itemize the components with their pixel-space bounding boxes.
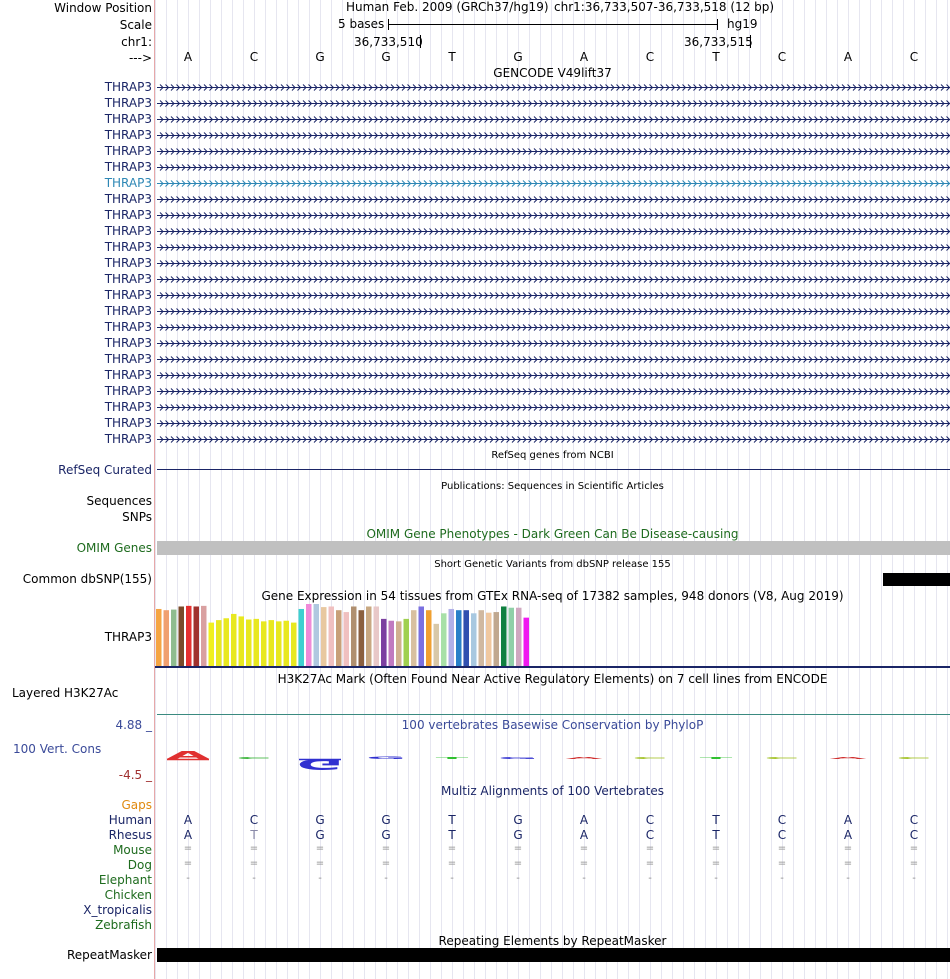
- gtex-bar: [381, 619, 387, 666]
- gencode-gene-label[interactable]: THRAP3: [104, 384, 152, 398]
- gencode-gene-label[interactable]: THRAP3: [104, 176, 152, 190]
- alignment-base: A: [843, 813, 853, 827]
- alignment-base: -: [912, 873, 916, 884]
- alignment-base: -: [714, 873, 718, 884]
- alignment-base: -: [516, 873, 520, 884]
- dbsnp-variant: [883, 573, 950, 586]
- conservation-letter: C: [236, 756, 272, 760]
- alignment-base: G: [315, 828, 325, 842]
- alignment-base: =: [381, 858, 391, 869]
- gtex-bar: [194, 606, 200, 666]
- gtex-bar: [261, 621, 267, 666]
- alignment-base: T: [250, 828, 258, 842]
- gtex-bar: [254, 619, 260, 666]
- gencode-gene-label[interactable]: THRAP3: [104, 112, 152, 126]
- alignment-base: C: [645, 828, 655, 842]
- gtex-bar: [494, 612, 500, 666]
- alignment-base: =: [711, 843, 721, 854]
- gtex-bar: [479, 610, 485, 666]
- gtex-bar: [306, 604, 312, 666]
- gtex-track-label[interactable]: THRAP3: [104, 630, 152, 644]
- conservation-letter: T: [435, 756, 469, 760]
- gtex-bar: [276, 621, 282, 666]
- dbsnp-track-title: Short Genetic Variants from dbSNP release 155: [434, 559, 671, 570]
- conservation-track-title: 100 vertebrates Basewise Conservation by PhyloP: [401, 718, 704, 732]
- alignment-base: C: [777, 813, 787, 827]
- species-label[interactable]: Elephant: [98, 873, 152, 887]
- gtex-bar: [284, 621, 290, 666]
- gencode-gene-label[interactable]: THRAP3: [104, 416, 152, 430]
- gencode-gene-label[interactable]: THRAP3: [104, 128, 152, 142]
- h3k27ac-track-title: H3K27Ac Mark (Often Found Near Active Regulatory Elements) on 7 cell lines from ENCODE: [277, 672, 828, 686]
- gtex-bar: [419, 606, 425, 666]
- conservation-letter: G: [498, 756, 538, 760]
- species-label[interactable]: Rhesus: [108, 828, 152, 842]
- alignment-base: =: [843, 858, 853, 869]
- strand-label: --->: [128, 51, 152, 65]
- alignment-base: =: [843, 843, 853, 854]
- alignment-base: -: [384, 873, 388, 884]
- alignment-base: =: [249, 843, 259, 854]
- scale-db: hg19: [727, 17, 758, 31]
- alignment-base: -: [846, 873, 850, 884]
- base-letter: C: [777, 50, 787, 64]
- alignment-base: C: [645, 813, 655, 827]
- base-letter: C: [909, 50, 919, 64]
- alignment-base: T: [448, 828, 456, 842]
- alignment-base: C: [909, 813, 919, 827]
- species-label[interactable]: X_tropicalis: [83, 903, 152, 917]
- gtex-bar: [396, 621, 402, 666]
- publications-track-title: Publications: Sequences in Scientific Articles: [441, 481, 664, 492]
- alignment-base: =: [315, 843, 325, 854]
- gencode-gene-label[interactable]: THRAP3: [104, 304, 152, 318]
- alignment-base: =: [909, 858, 919, 869]
- alignment-base: =: [513, 843, 523, 854]
- gencode-gene-label[interactable]: THRAP3: [104, 336, 152, 350]
- conservation-letter: C: [764, 756, 800, 760]
- omim-track-label[interactable]: OMIM Genes: [76, 541, 152, 555]
- gencode-gene-label[interactable]: THRAP3: [104, 224, 152, 238]
- alignment-base: A: [579, 813, 589, 827]
- base-letter: G: [381, 50, 391, 64]
- gtex-bar: [449, 609, 455, 666]
- gtex-bar: [336, 610, 342, 666]
- gtex-bar: [179, 606, 185, 666]
- gencode-gene-label[interactable]: THRAP3: [104, 320, 152, 334]
- base-letter: A: [843, 50, 853, 64]
- alignment-base: T: [712, 828, 720, 842]
- chrom-label: chr1:: [121, 35, 152, 49]
- alignment-base: -: [648, 873, 652, 884]
- gtex-bar: [486, 613, 492, 666]
- gencode-gene-label[interactable]: THRAP3: [104, 192, 152, 206]
- scale-label: Scale: [119, 18, 152, 32]
- coordinate-label-1: 36,733,510: [354, 35, 423, 49]
- alignment-base: =: [579, 858, 589, 869]
- gtex-bar: [516, 608, 522, 666]
- gtex-bar: [186, 606, 192, 666]
- assembly-title: Human Feb. 2009 (GRCh37/hg19): [346, 0, 549, 14]
- region-position: chr1:36,733,507-36,733,518 (12 bp): [554, 0, 775, 14]
- scale-text: 5 bases: [338, 17, 385, 31]
- gencode-gene-label[interactable]: THRAP3: [104, 432, 152, 446]
- gtex-bar: [344, 612, 350, 666]
- base-letter: A: [183, 50, 193, 64]
- alignment-base: -: [450, 873, 454, 884]
- gaps-label: Gaps: [121, 798, 152, 812]
- gencode-gene-label[interactable]: THRAP3: [104, 272, 152, 286]
- alignment-base: G: [315, 813, 325, 827]
- alignment-base: T: [448, 813, 456, 827]
- alignment-base: A: [579, 828, 589, 842]
- conservation-letter: T: [699, 756, 733, 760]
- conservation-letter: A: [166, 749, 210, 762]
- sequences-track-label[interactable]: Sequences: [86, 494, 152, 508]
- alignment-base: C: [249, 813, 259, 827]
- gtex-bar: [464, 610, 470, 666]
- omim-track-title: OMIM Gene Phenotypes - Dark Green Can Be Disease-causing: [366, 527, 739, 541]
- alignment-base: -: [186, 873, 190, 884]
- conservation-letter: A: [565, 756, 603, 760]
- alignment-base: =: [645, 858, 655, 869]
- gtex-bar: [164, 610, 170, 666]
- gtex-bar: [291, 623, 297, 666]
- refseq-track-title: RefSeq genes from NCBI: [491, 450, 614, 461]
- alignment-base: =: [909, 843, 919, 854]
- alignment-base: C: [777, 828, 787, 842]
- gtex-bar: [366, 606, 372, 666]
- gtex-bar: [404, 619, 410, 666]
- gtex-bar: [299, 609, 305, 666]
- gencode-gene-label[interactable]: THRAP3: [104, 256, 152, 270]
- gtex-bar: [456, 610, 462, 666]
- gencode-gene-label[interactable]: THRAP3: [104, 368, 152, 382]
- gtex-bar: [524, 618, 530, 666]
- alignment-base: A: [843, 828, 853, 842]
- base-letter: T: [712, 50, 720, 64]
- gtex-bar: [321, 607, 327, 666]
- conservation-letter: C: [896, 756, 932, 760]
- alignment-base: =: [447, 858, 457, 869]
- gtex-bar: [359, 610, 365, 666]
- gtex-bar: [171, 610, 177, 666]
- base-letter: C: [249, 50, 259, 64]
- conservation-letter: A: [829, 756, 867, 760]
- dbsnp-track-label[interactable]: Common dbSNP(155): [22, 572, 152, 586]
- gtex-bar: [411, 610, 417, 666]
- gtex-bar: [501, 606, 507, 666]
- alignment-base: G: [513, 828, 523, 842]
- gtex-bar: [426, 610, 432, 666]
- gencode-gene-label[interactable]: THRAP3: [104, 160, 152, 174]
- base-letter: C: [645, 50, 655, 64]
- gencode-gene-label[interactable]: THRAP3: [104, 240, 152, 254]
- gtex-bar: [329, 606, 335, 666]
- gencode-gene-label[interactable]: THRAP3: [104, 352, 152, 366]
- omim-bar: [157, 541, 950, 555]
- gtex-bar: [389, 621, 395, 666]
- base-letter: T: [448, 50, 456, 64]
- alignment-base: -: [252, 873, 256, 884]
- gtex-bar: [201, 606, 207, 666]
- alignment-base: -: [318, 873, 322, 884]
- alignment-base: T: [712, 813, 720, 827]
- window-position-label: Window Position: [54, 1, 152, 15]
- species-label[interactable]: Dog: [127, 858, 152, 872]
- alignment-base: =: [447, 843, 457, 854]
- gtex-bar: [434, 624, 440, 666]
- gtex-bar: [269, 620, 275, 666]
- gencode-gene-label[interactable]: THRAP3: [104, 96, 152, 110]
- alignment-base: A: [183, 813, 193, 827]
- coordinate-label-2: 36,733,515: [684, 35, 753, 49]
- gencode-gene-label[interactable]: THRAP3: [104, 400, 152, 414]
- refseq-track-label[interactable]: RefSeq Curated: [58, 463, 152, 477]
- alignment-base: =: [579, 843, 589, 854]
- alignment-base: =: [711, 858, 721, 869]
- conservation-max-label: 4.88 _: [115, 718, 152, 732]
- conservation-track-label[interactable]: 100 Vert. Cons: [13, 742, 102, 756]
- gtex-bar: [224, 618, 230, 666]
- alignment-base: G: [381, 813, 391, 827]
- gtex-bar: [374, 606, 380, 666]
- gtex-bar: [471, 613, 477, 666]
- gtex-bar: [156, 609, 162, 666]
- alignment-base: =: [777, 843, 787, 854]
- repeatmasker-track-label[interactable]: RepeatMasker: [66, 948, 152, 962]
- alignment-base: -: [582, 873, 586, 884]
- conservation-letter: G: [297, 755, 343, 773]
- conservation-min-label: -4.5 _: [118, 768, 152, 782]
- alignment-base: A: [183, 828, 193, 842]
- gtex-bar: [246, 620, 252, 667]
- alignment-base: =: [645, 843, 655, 854]
- gtex-bar: [231, 614, 237, 666]
- gencode-gene-label[interactable]: THRAP3: [104, 144, 152, 158]
- alignment-base: G: [381, 828, 391, 842]
- species-label[interactable]: Human: [108, 813, 152, 827]
- gtex-bar: [209, 623, 215, 666]
- alignment-base: =: [381, 843, 391, 854]
- snps-track-label[interactable]: SNPs: [122, 510, 152, 524]
- alignment-base: G: [513, 813, 523, 827]
- conservation-letter: G: [366, 755, 406, 760]
- alignment-base: -: [780, 873, 784, 884]
- multiz-track-title: Multiz Alignments of 100 Vertebrates: [440, 784, 665, 798]
- gtex-bar: [216, 620, 222, 666]
- h3k27ac-track-label[interactable]: Layered H3K27Ac: [12, 686, 119, 700]
- alignment-base: =: [315, 858, 325, 869]
- alignment-base: =: [249, 858, 259, 869]
- base-letter: A: [579, 50, 589, 64]
- base-letter: G: [513, 50, 523, 64]
- alignment-base: =: [183, 843, 193, 854]
- alignment-base: =: [183, 858, 193, 869]
- alignment-base: =: [777, 858, 787, 869]
- gtex-bar: [509, 608, 515, 666]
- gtex-bar: [351, 606, 357, 666]
- alignment-base: C: [909, 828, 919, 842]
- species-label[interactable]: Zebrafish: [95, 918, 152, 932]
- alignment-base: =: [513, 858, 523, 869]
- gencode-track-title: GENCODE V49lift37: [493, 66, 612, 80]
- gtex-track-title: Gene Expression in 54 tissues from GTEx RNA-seq of 17382 samples, 948 donors (V8, Aug 2019): [261, 589, 844, 603]
- gencode-gene-label[interactable]: THRAP3: [104, 208, 152, 222]
- repeatmasker-track-title: Repeating Elements by RepeatMasker: [438, 934, 667, 948]
- conservation-letter: C: [632, 756, 668, 760]
- repeatmasker-bar: [157, 948, 950, 962]
- species-label[interactable]: Mouse: [113, 843, 152, 857]
- species-label[interactable]: Chicken: [104, 888, 152, 902]
- gencode-gene-label[interactable]: THRAP3: [104, 80, 152, 94]
- gtex-bar: [314, 604, 320, 666]
- base-letter: G: [315, 50, 325, 64]
- gtex-bar: [441, 613, 447, 666]
- gencode-gene-label[interactable]: THRAP3: [104, 288, 152, 302]
- gtex-bar: [239, 616, 245, 666]
